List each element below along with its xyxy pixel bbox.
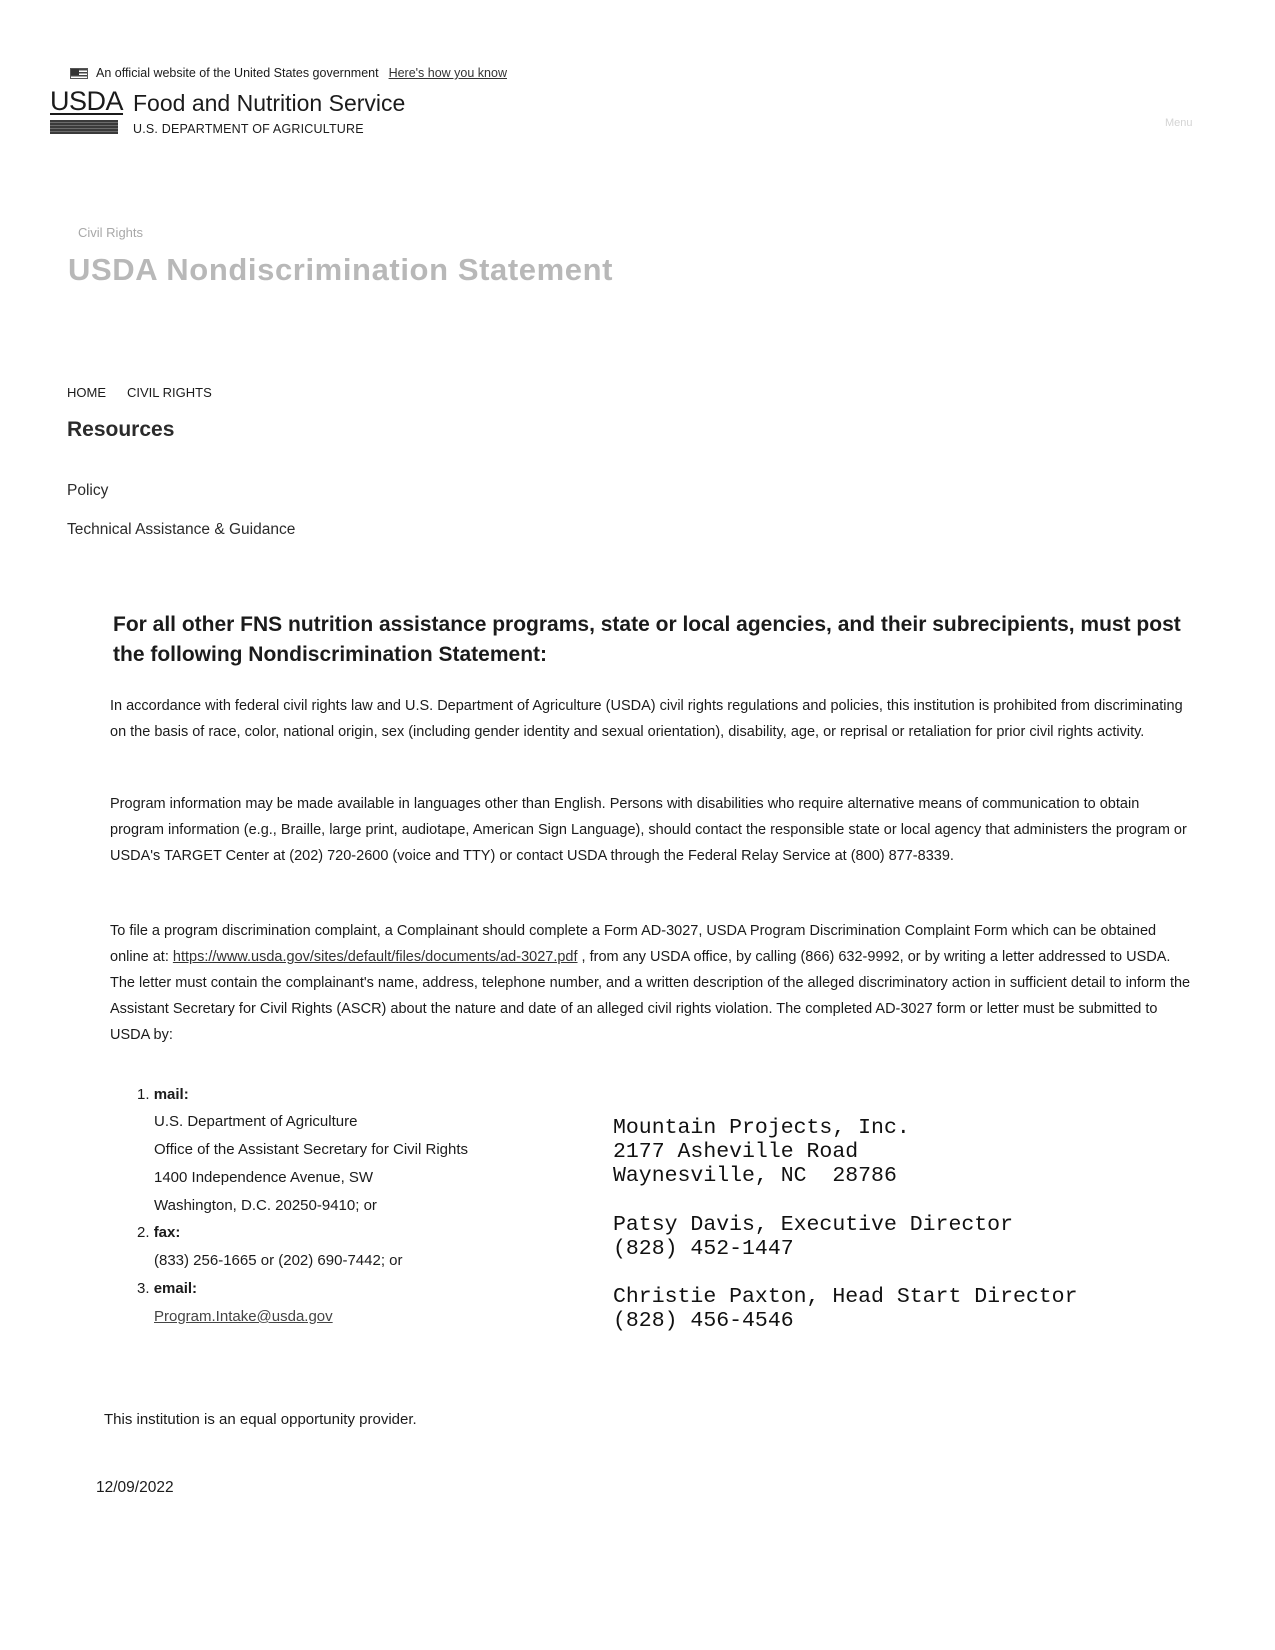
statement-paragraph-2: Program information may be made available in languages other than English. Persons with disabilities who require alternative means of communication to obtain program information (e.g., Braille, large print, audiotape, American Sign Language), should contact the responsible state or local agency that administers the program or USDA's TARGET Center at (202) 720-2600 (voice and TTY) or contact USDA through the Federal Relay Service at (800) 877-8339. — [110, 796, 1187, 864]
email-link[interactable]: Program.Intake@usda.gov — [154, 1308, 333, 1325]
list-item-fax — [137, 1224, 180, 1241]
heres-how-you-know-link[interactable]: Here's how you know — [388, 66, 507, 80]
list-number: 3. — [137, 1280, 150, 1297]
sidebar-link-technical-assistance[interactable]: Technical Assistance & Guidance — [67, 521, 296, 538]
breadcrumb — [67, 385, 212, 400]
mail-address-line: U.S. Department of Agriculture — [154, 1113, 358, 1130]
fax-numbers: (833) 256-1665 or (202) 690-7442; or — [154, 1252, 403, 1269]
agency-department: U.S. DEPARTMENT OF AGRICULTURE — [133, 122, 364, 136]
mail-address-line: Washington, D.C. 20250-9410; or — [154, 1197, 377, 1214]
mail-address-line: 1400 Independence Avenue, SW — [154, 1169, 374, 1186]
section-kicker: Civil Rights — [78, 225, 144, 240]
contact-person-executive: Patsy Davis, Executive Director — [613, 1213, 1013, 1237]
gov-banner-text: An official website of the United States government — [96, 66, 379, 80]
usda-logo[interactable]: USDA — [50, 86, 124, 116]
contact-phone-head-start: (828) 456-4546 — [613, 1309, 794, 1333]
list-item-mail — [137, 1086, 189, 1103]
statement-paragraph-1: In accordance with federal civil rights law and U.S. Department of Agriculture (USDA) civil rights regulations and policies, this institution is prohibited from discriminating on the basis of race, color, national origin, sex (including gender identity and sexual orientation), disability, age, or reprisal or retaliation for prior civil rights activity. — [110, 698, 1183, 740]
resources-heading: Resources — [67, 418, 175, 441]
breadcrumb-civil-rights[interactable]: CIVIL RIGHTS — [127, 385, 212, 400]
contact-person-head-start: Christie Paxton, Head Start Director — [613, 1285, 1078, 1309]
agency-name[interactable]: Food and Nutrition Service — [133, 90, 406, 116]
document-date: 12/09/2022 — [96, 1479, 174, 1496]
mail-address-line: Office of the Assistant Secretary for Civil Rights — [154, 1141, 469, 1158]
list-item-email — [137, 1280, 197, 1297]
email-line — [154, 1308, 333, 1325]
list-label: email: — [153, 1280, 198, 1297]
statement-paragraph-3 — [110, 918, 1195, 1048]
list-number: 1. — [137, 1086, 150, 1103]
contact-phone-executive: (828) 452-1447 — [613, 1237, 794, 1261]
ad-3027-form-link[interactable]: https://www.usda.gov/sites/default/files/documents/ad-3027.pdf — [172, 949, 578, 965]
menu-button[interactable]: Menu — [1165, 117, 1193, 129]
breadcrumb-home[interactable]: HOME — [67, 385, 106, 400]
list-label: fax: — [153, 1224, 181, 1241]
list-label: mail: — [153, 1086, 189, 1103]
equal-opportunity-statement: This institution is an equal opportunity provider. — [104, 1411, 417, 1428]
usda-logo-bar — [50, 120, 118, 134]
sidebar-link-policy[interactable]: Policy — [67, 482, 109, 499]
gov-banner — [70, 66, 507, 80]
us-flag-icon — [70, 68, 88, 79]
contact-street: 2177 Asheville Road — [613, 1140, 859, 1164]
paragraph-3-text-end: , from any USDA office, by calling (866) 632-9992, or by writing a letter addressed to USDA. The letter must contain the complainant's name, address, telephone number, and a written description of the alleged discriminatory action in sufficient detail to inform the Assistant Secretary for Civil Rights (ASCR) about the nature and date of an alleged civil rights violation. The completed AD-3027 form or letter must be submitted to USDA by: — [110, 949, 1191, 1043]
list-number: 2. — [137, 1224, 150, 1241]
statement-heading: For all other FNS nutrition assistance programs, state or local agencies, and their subrecipients, must post the following Nondiscrimination Statement: — [113, 613, 1181, 666]
page-title: USDA Nondiscrimination Statement — [68, 252, 614, 287]
paragraph-3-text-start: To file a program discrimination complaint, a Complainant should complete a Form AD-3027, USDA Program Discrimination Complaint Form which can be obtained online at: — [110, 923, 1157, 965]
contact-city: Waynesville, NC 28786 — [613, 1164, 897, 1188]
contact-org: Mountain Projects, Inc. — [613, 1116, 910, 1140]
